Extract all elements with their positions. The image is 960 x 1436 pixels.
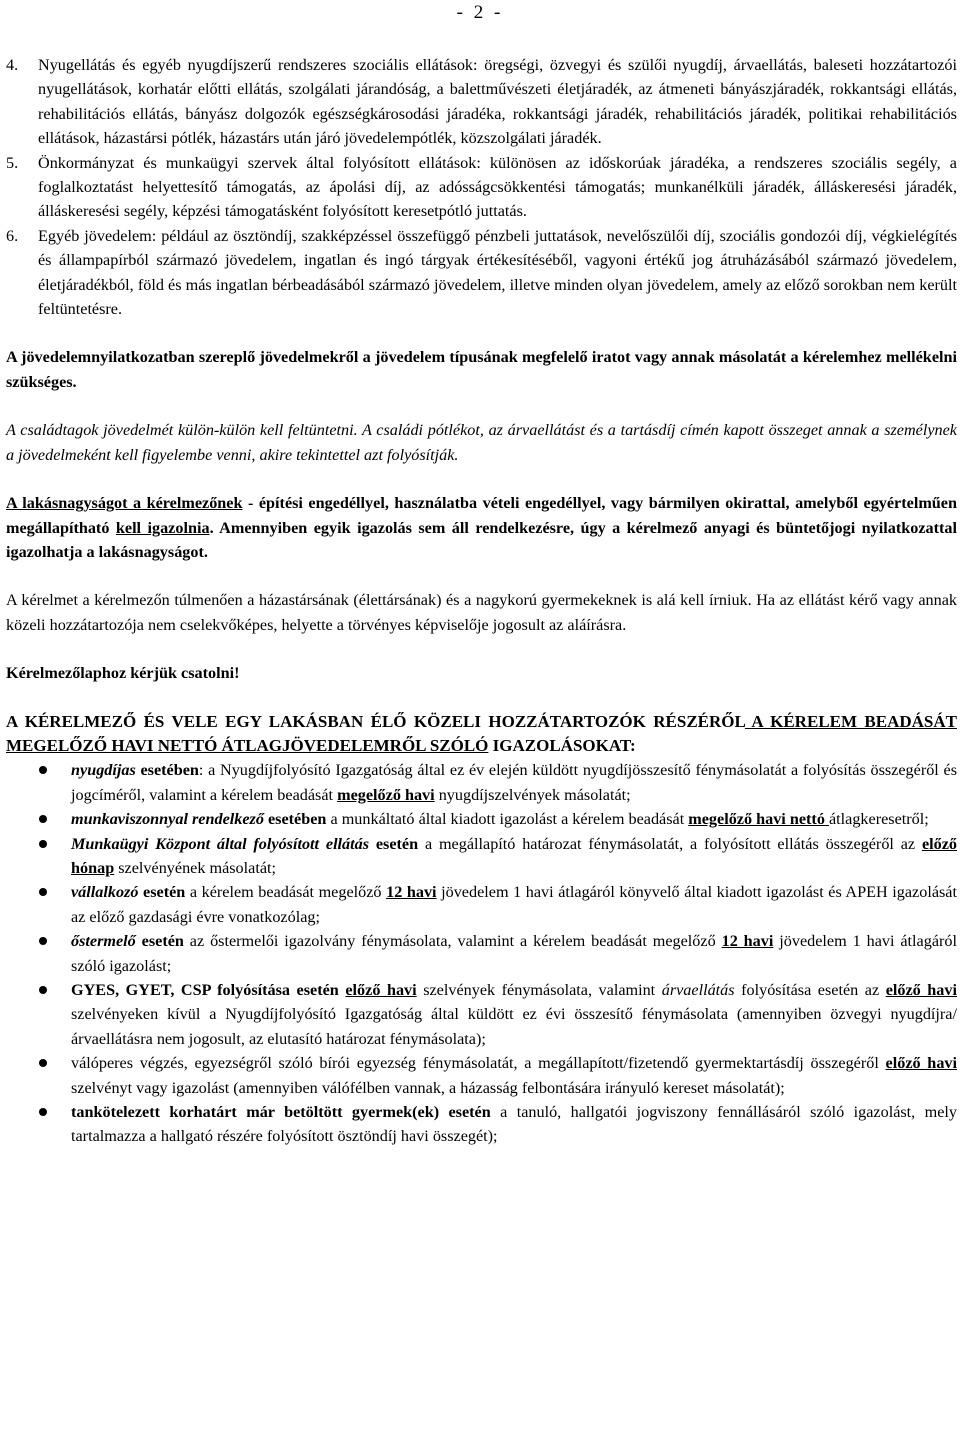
housing-underline-2: kell igazolnia: [115, 518, 210, 537]
bullet-icon: [6, 880, 71, 929]
list-item: [6, 880, 957, 929]
page-number: - 2 -: [456, 2, 504, 23]
document-body: [6, 53, 957, 1149]
bullet-term: Munkaügyi Központ által folyósított ellátás: [71, 834, 370, 853]
bullet-case: esetében: [263, 810, 327, 829]
heading-part-2: A KÉRELEM BEADÁSÁT MEGELŐZŐ HAVI NETTÓ ÁTLAGJÖVEDELEMRŐL SZÓLÓ: [6, 711, 957, 755]
bullet-term: őstermelő: [71, 932, 136, 951]
item-number: 5.: [6, 153, 19, 172]
bullet-period: 12 havi: [721, 932, 774, 951]
bullet-text: az őstermelői igazolvány fénymásolata, valamint a kérelem beadását megelőző: [183, 932, 722, 951]
list-item: [6, 224, 957, 322]
list-item: [6, 978, 957, 1051]
heading-part-1: A KÉRELMEZŐ ÉS VELE EGY LAKÁSBAN ÉLŐ KÖZELI HOZZÁTARTOZÓK RÉSZÉRŐL: [6, 711, 745, 731]
bullet-text-end: nyugdíjszelvények másolatát;: [434, 785, 631, 804]
bullet-period: előző hónap: [71, 834, 957, 877]
item-number: 4.: [6, 56, 19, 74]
bullet-text: a munkáltató által kiadott igazolást a kérelem beadását: [326, 810, 689, 829]
bullet-text: folyósítása esetén az: [734, 981, 886, 999]
bullet-icon: [6, 929, 71, 978]
bullet-text-end: szelvényeken kívül a Nyugdíjfolyósító Igazgatóság által küldött ez évi összesítő fénymásolata (amennyiben özvegyi nyugdíjra/árvaellátásra nem jogosult, az elutasító határozat fénymásolata);: [71, 1005, 957, 1048]
bullet-term: vállalkozó: [71, 883, 139, 902]
certificates-heading: [6, 710, 957, 759]
list-item: [6, 758, 957, 807]
item-text: Nyugellátás és egyéb nyugdíjszerű rendszeres szociális ellátások: öregségi, özvegyi és szülői nyugdíj, árvaellátás, baleseti hozzátartozói nyugellátások, korhatár előtti ellátás, szolgálati járandóság, a balettművészeti életjáradék, az átmeneti bányászjáradék, rokkantsági ellátás, rehabilitációs ellátás, bányász dolgozók egészségkárosodási járadéka, rokkantsági járadék, rehabilitációs járadék, politikai rehabilitációs ellátások, házastársi pótlék, házastárs után járó jövedelempótlék, közszolgálati járadék.: [38, 56, 957, 148]
list-item: [6, 929, 957, 978]
bullet-period: 12 havi: [386, 883, 437, 902]
list-item: [6, 832, 957, 881]
bullet-case: esetén: [138, 883, 186, 902]
list-item: [6, 1051, 957, 1100]
bullet-text: : a Nyugdíjfolyósító Igazgatóság által ez év elején küldött nyugdíjösszesítő fénymásolatát a folyósítás összegéről és jogcíméről, valamint a kérelem beadását: [71, 761, 957, 804]
bullet-period: előző havi: [885, 981, 957, 999]
attachments-heading: Kérelmezőlaphoz kérjük csatolni!: [6, 664, 240, 683]
item-number: 6.: [6, 226, 19, 245]
signature-paragraph: A kérelmet a kérelmezőn túlmenően a házastársának (élettársának) és a nagykorú gyermekeknek is alá kell írniuk. Ha az ellátást kérő vagy annak közeli hozzátartozója nem cselekvőképes, helyette a törvényes képviselője jogosult az aláírásra.: [6, 591, 957, 634]
bullet-icon: [6, 807, 71, 831]
bullet-text-end: szelvényt vagy igazolást (amennyiben válófélben vannak, a házasság felbontására irányuló kereset másolatát);: [71, 1078, 785, 1097]
bullet-period: megelőző havi nettó: [688, 810, 829, 829]
bullet-text-end: jövedelem 1 havi átlagáról szóló igazolást;: [71, 932, 957, 975]
housing-underline-1: A lakásnagyságot a kérelmezőnek: [6, 494, 243, 513]
housing-text-2: . Amennyiben egyik igazolás sem áll rendelkezésre, úgy a kérelmező anyagi és büntetőjogi nyilatkozattal igazolhatja a lakásnagyságot.: [6, 518, 957, 561]
bullet-text: a kérelem beadását megelőző: [185, 883, 387, 902]
bullet-period: előző havi: [345, 981, 417, 999]
bullet-icon: [6, 978, 71, 1051]
housing-text-1: - építési engedéllyel, használatba vételi engedéllyel, vagy bármilyen okirattal, amelyből egyértelműen megállapítható: [6, 494, 957, 537]
bullet-icon: [6, 1051, 71, 1100]
family-income-note: A családtagok jövedelmét külön-külön kell feltüntetni. A családi pótlékot, az árvaellátást és a tartásdíj címén kapott összeget annak a személynek a jövedelmeként kell figyelembe venni, akire tekintettel azt folyósítják.: [6, 421, 957, 464]
bullet-term-italic: árvaellátás: [661, 981, 735, 999]
bullet-term: tankötelezett korhatárt már betöltött gyermek(ek) esetén: [71, 1103, 491, 1122]
bullet-text: szelvények fénymásolata, valamint: [416, 981, 662, 999]
bullet-text-end: átlagkeresetről;: [828, 810, 929, 829]
list-item: [6, 807, 957, 831]
bullet-term: nyugdíjas: [71, 761, 136, 780]
bullet-icon: [6, 1100, 71, 1149]
bullet-period: megelőző havi: [337, 785, 435, 804]
housing-size-paragraph: [6, 491, 957, 564]
bullet-case: esetén: [369, 834, 419, 853]
bullet-text-end: szelvényének másolatát;: [114, 858, 277, 877]
bullet-case: esetén: [135, 932, 184, 951]
income-document-notice: A jövedelemnyilatkozatban szereplő jövedelmekről a jövedelem típusának megfelelő iratot vagy annak másolatát a kérelemhez mellékelni szükséges.: [6, 348, 957, 391]
bullet-term: GYES, GYET, CSP folyósítása esetén: [71, 981, 346, 999]
heading-part-3: IGAZOLÁSOKAT:: [488, 735, 636, 755]
bullet-text-end: jövedelem 1 havi átlagáról könyvelő által kiadott igazolást és APEH igazolását az előző gazdasági évre vonatkozólag;: [71, 883, 957, 926]
bullet-icon: [6, 832, 71, 881]
item-text: Egyéb jövedelem: például az ösztöndíj, szakképzéssel összefüggő pénzbeli juttatások, nevelőszülői díj, szociális gondozói díj, végkielégítés és állampapírból származó jövedelem, ingatlan és ingó tárgyak értékesítéséből, vagyoni értékű jog átruházásából származó jövedelem, életjáradékból, föld és más ingatlan bérbeadásából származó jövedelem, illetve minden olyan jövedelem, amely az előző sorokban nem került feltüntetésre.: [38, 226, 957, 319]
bullet-case: esetében: [135, 761, 199, 780]
bullet-term: munkaviszonnyal rendelkező: [71, 810, 264, 829]
list-item: [6, 53, 957, 151]
list-item: [6, 151, 957, 224]
certificate-list: [6, 758, 957, 1149]
bullet-text: válóperes végzés, egyezségről szóló bírói egyezség fénymásolatát, a megállapított/fizetendő gyermektartásdíj összegéről: [71, 1054, 886, 1073]
bullet-icon: [6, 758, 71, 807]
item-text: Önkormányzat és munkaügyi szervek által folyósított ellátások: különösen az időskorúak járadéka, a rendszeres szociális segély, a foglalkoztatást helyettesítő támogatás, az ápolási díj, az adósságcsökkentési támogatás; munkanélküli járadék, álláskeresési járadék, álláskeresési segély, képzési támogatásként folyósított keresetpótló juttatás.: [38, 153, 957, 221]
bullet-text-end: a tanuló, hallgatói jogviszony fennállásáról szóló igazolást, mely tartalmazza a hallgató részére folyósított ösztöndíj havi összegét);: [71, 1103, 957, 1146]
bullet-text: a megállapító határozat fénymásolatát, a folyósított ellátás összegéről az: [418, 834, 922, 853]
bullet-period: előző havi: [885, 1054, 957, 1073]
list-item: [6, 1100, 957, 1149]
